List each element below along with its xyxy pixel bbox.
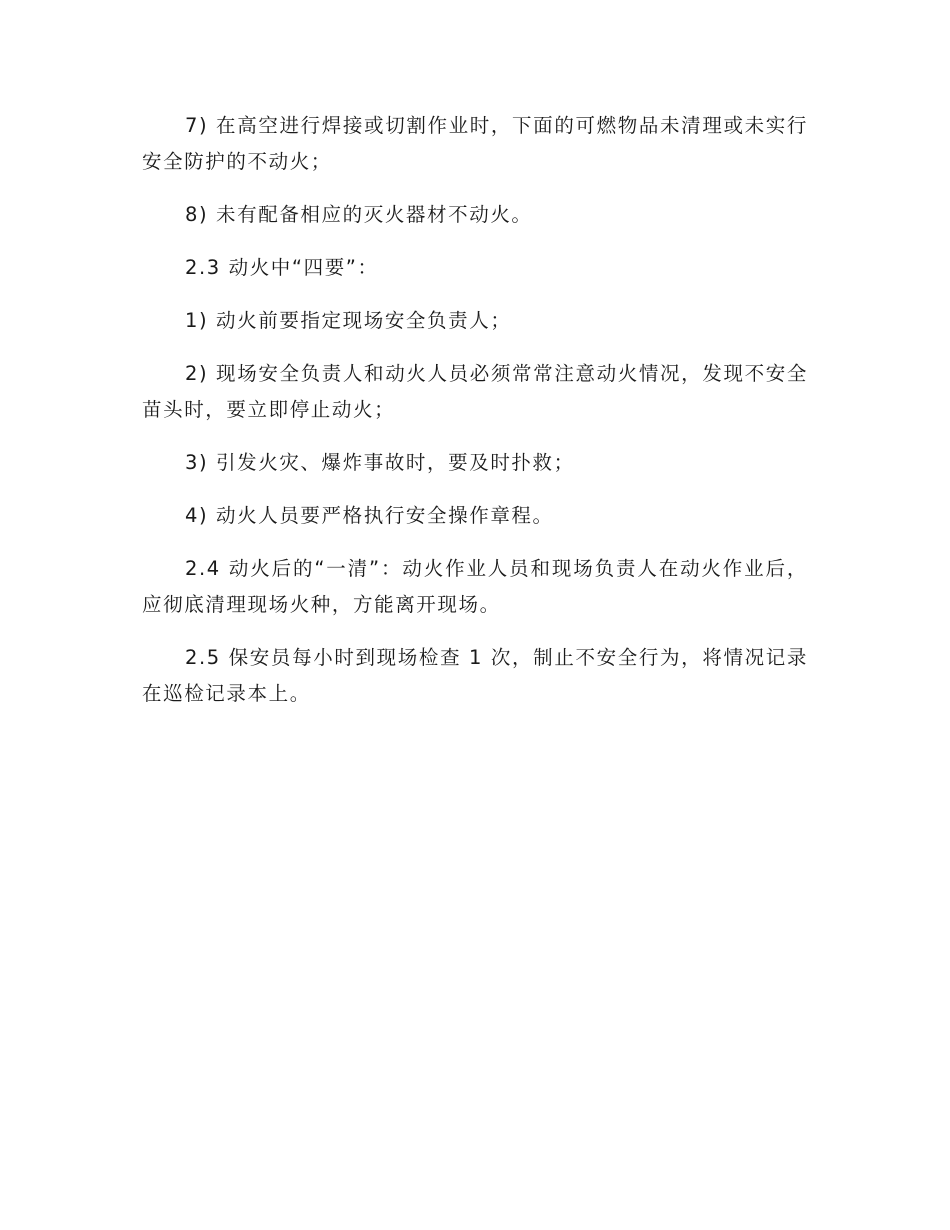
paragraph-item-3: 3) 引发火灾、爆炸事故时，要及时扑救； bbox=[185, 451, 575, 474]
paragraph-item-2: 2) 现场安全负责人和动火人员必须常常注意动火情况，发现不安全苗头时，要立即停止动火； bbox=[142, 362, 808, 421]
paragraph-item-1: 1) 动火前要指定现场安全负责人； bbox=[185, 309, 512, 332]
section-heading-2-3: 2.3 动火中“四要”： bbox=[185, 256, 379, 279]
section-paragraph-2-5: 2.5 保安员每小时到现场检查 1 次，制止不安全行为，将情况记录在巡检记录本上。 bbox=[142, 646, 808, 705]
paragraph-item-8: 8) 未有配备相应的灭火器材不动火。 bbox=[185, 203, 533, 226]
document-body bbox=[142, 108, 808, 729]
paragraph-item-7: 7) 在高空进行焊接或切割作业时，下面的可燃物品未清理或未实行安全防护的不动火； bbox=[142, 114, 808, 173]
section-paragraph-2-4: 2.4 动火后的“一清”：动火作业人员和现场负责人在动火作业后，应彻底清理现场火种，方能离开现场。 bbox=[142, 557, 808, 616]
paragraph-item-4: 4) 动火人员要严格执行安全操作章程。 bbox=[185, 504, 554, 527]
